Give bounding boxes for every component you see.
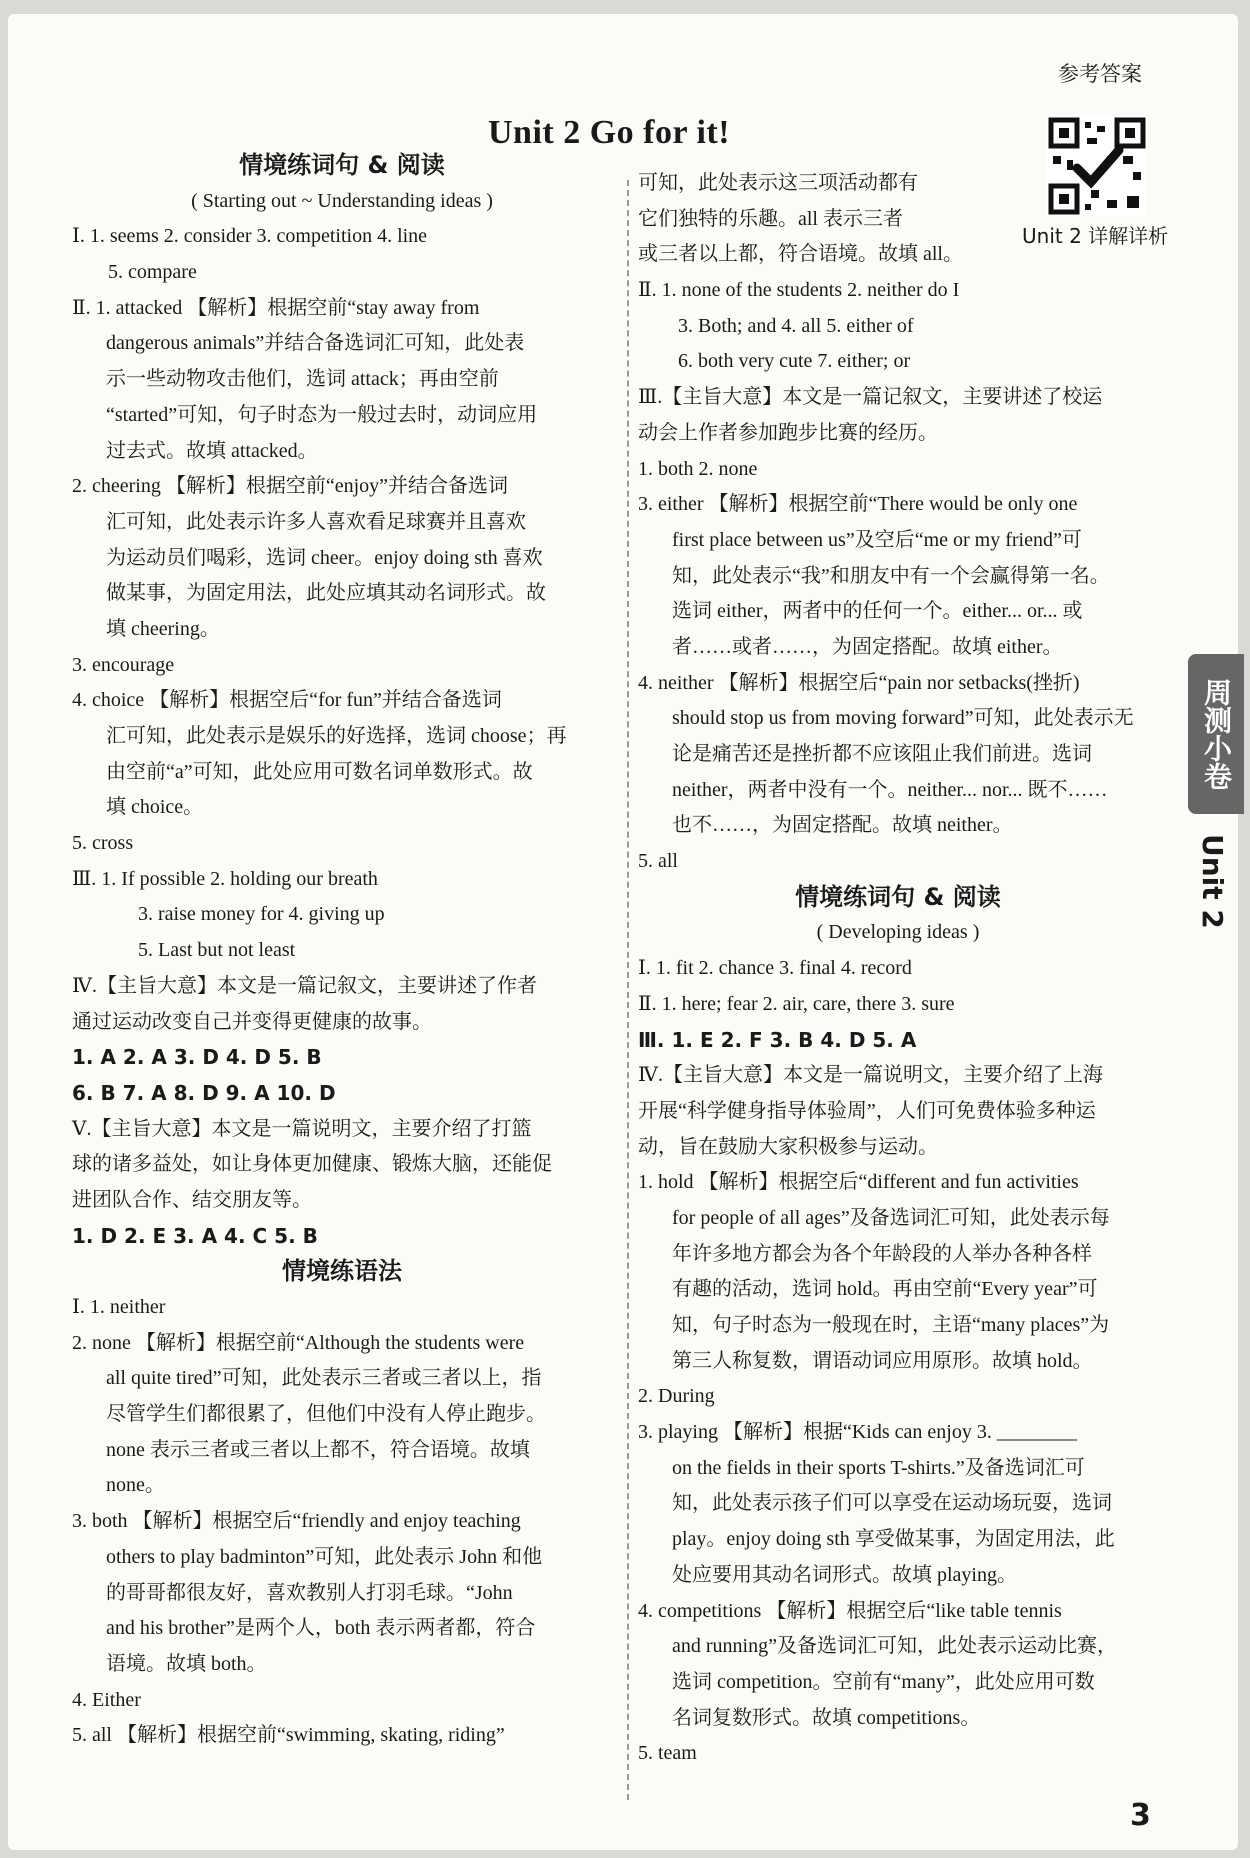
text-line: 知，句子时态为一般现在时，主语“many places”为 [672, 1314, 1110, 1336]
header-label: 参考答案 [1058, 62, 1142, 86]
text-line: 开展“科学健身指导体验周”，人们可免费体验多种运 [638, 1099, 1096, 1122]
text-line: 6. both very cute 7. either; or [678, 350, 911, 373]
text-line: 3. playing 【解析】根据“Kids can enjoy 3. ________ [638, 1421, 1077, 1444]
text-line: 者……或者……，为固定搭配。故填 either。 [672, 635, 1063, 658]
unit-title: Unit 2 Go for it! [488, 114, 731, 151]
text-line: Ⅰ. 1. neither [72, 1296, 166, 1318]
text-line: 过去式。故填 attacked。 [106, 439, 318, 462]
text-line: 3. encourage [72, 653, 175, 676]
text-line: 3. either 【解析】根据空前“There would be only one [638, 493, 1078, 516]
column-divider [627, 180, 629, 1800]
text-line: 1. both 2. none [638, 457, 758, 480]
text-line: Ⅲ. 1. If possible 2. holding our breath [72, 867, 378, 890]
text-line: 2. none 【解析】根据空前“Although the students were [72, 1331, 525, 1354]
text-line: Ⅱ. 1. attacked 【解析】根据空前“stay away from [72, 296, 480, 319]
text-line: 2. During [638, 1385, 715, 1408]
text-line: 4. choice 【解析】根据空后“for fun”并结合备选词 [72, 689, 502, 712]
side-tab: 周测小卷 [1188, 654, 1244, 814]
text-line: 它们独特的乐趣。all 表示三者 [638, 207, 903, 230]
section-subtitle: ( Developing ideas ) [816, 921, 980, 944]
text-line: 进团队合作、结交朋友等。 [72, 1188, 312, 1211]
text-line: 也不……，为固定搭配。故填 neither。 [672, 814, 1013, 837]
section-subtitle: ( Starting out ~ Understanding ideas ) [191, 189, 493, 212]
section-heading: 情境练词句 & 阅读 [795, 882, 1001, 911]
section-heading: 情境练语法 [282, 1257, 402, 1286]
text-line: 知，此处表示孩子们可以享受在运动场玩耍，选词 [672, 1492, 1112, 1515]
text-line: and his brother”是两个人，both 表示两者都，符合 [106, 1617, 536, 1640]
text-line: Ⅱ. 1. here; fear 2. air, care, there 3. sure [638, 992, 955, 1015]
text-line: for people of all ages”及备选词汇可知，此处表示每 [672, 1206, 1110, 1229]
text-line: 5. team [638, 1742, 697, 1765]
text-line: 4. Either [72, 1688, 141, 1711]
text-line: Ⅰ. 1. seems 2. consider 3. competition 4. line [72, 225, 428, 248]
text-line: others to play badminton”可知，此处表示 John 和他 [106, 1545, 543, 1568]
text-line: 知，此处表示“我”和朋友中有一个会赢得第一名。 [672, 564, 1110, 587]
section-heading: 情境练词句 & 阅读 [239, 151, 445, 179]
text-line: Ⅴ.【主旨大意】本文是一篇说明文，主要介绍了打篮 [72, 1117, 532, 1140]
text-line: none 表示三者或三者以上都不，符合语境。故填 [106, 1438, 530, 1461]
text-line: 语境。故填 both。 [106, 1652, 267, 1675]
text-line: “started”可知，句子时态为一般过去时，动词应用 [106, 403, 538, 426]
text-line: 尽管学生们都很累了，但他们中没有人停止跑步。 [106, 1403, 546, 1426]
text-line: 处应要用其动名词形式。故填 playing。 [672, 1563, 1017, 1586]
text-line: 球的诸多益处，如让身体更加健康、锻炼大脑，还能促 [72, 1153, 552, 1176]
text-line: 第三人称复数，谓语动词应用原形。故填 hold。 [672, 1349, 1093, 1372]
text-line: Ⅲ. 1. E 2. F 3. B 4. D 5. A [638, 1027, 917, 1052]
text-line: 6. B 7. A 8. D 9. A 10. D [72, 1080, 336, 1105]
text-line: 1. hold 【解析】根据空后“different and fun activities [638, 1171, 1079, 1194]
text-line: 3. both 【解析】根据空后“friendly and enjoy teaching [72, 1510, 521, 1533]
text-line: dangerous animals”并结合备选词汇可知，此处表 [106, 332, 525, 355]
text-line: 4. neither 【解析】根据空后“pain nor setbacks(挫折) [638, 671, 1080, 694]
text-line: Ⅰ. 1. fit 2. chance 3. final 4. record [638, 957, 912, 980]
text-line: neither，两者中没有一个。neither... nor... 既不…… [672, 778, 1108, 801]
text-line: 名词复数形式。故填 competitions。 [672, 1706, 981, 1729]
text-line: 动会上作者参加跑步比赛的经历。 [638, 421, 938, 444]
side-unit-label: Unit 2 [1196, 834, 1229, 929]
text-line: Ⅲ.【主旨大意】本文是一篇记叙文，主要讲述了校运 [638, 386, 1103, 409]
text-line: Ⅱ. 1. none of the students 2. neither do I [638, 279, 960, 302]
right-column [638, 166, 1158, 1772]
text-line: 选词 competition。空前有“many”，此处应用可数 [672, 1670, 1095, 1693]
text-line: 5. compare [108, 261, 197, 284]
text-line: on the fields in their sports T-shirts.”及备选词汇可 [672, 1456, 1085, 1479]
text-line: 为运动员们喝彩，选词 cheer。enjoy doing sth 喜欢 [106, 546, 543, 569]
text-line: 填 choice。 [106, 796, 204, 819]
text-line: 汇可知，此处表示许多人喜欢看足球赛并且喜欢 [106, 510, 526, 533]
text-line: 5. cross [72, 832, 134, 855]
text-line: play。enjoy doing sth 享受做某事，为固定用法，此 [672, 1528, 1115, 1551]
text-line: 示一些动物攻击他们，选词 attack；再由空前 [106, 368, 499, 391]
text-line: 4. competitions 【解析】根据空后“like table tennis [638, 1599, 1062, 1622]
text-line: 3. Both; and 4. all 5. either of [678, 314, 914, 337]
text-line: 3. raise money for 4. giving up [138, 903, 385, 926]
text-line: 年许多地方都会为各个年龄段的人举办各种各样 [672, 1242, 1092, 1265]
text-line: 论是痛苦还是挫折都不应该阻止我们前进。选词 [672, 743, 1092, 765]
text-line: 5. all [638, 850, 678, 873]
text-line: 由空前“a”可知，此处应用可数名词单数形式。故 [106, 760, 533, 783]
text-line: 选词 either，两者中的任何一个。either... or... 或 [672, 600, 1083, 623]
text-line: 1. D 2. E 3. A 4. C 5. B [72, 1223, 318, 1248]
text-line: 做某事，为固定用法，此处应填其动名词形式。故 [106, 582, 546, 605]
text-line: and running”及备选词汇可知，此处表示运动比赛， [672, 1635, 1117, 1658]
text-line: 的哥哥都很友好，喜欢教别人打羽毛球。“John [106, 1581, 513, 1604]
text-line: 通过运动改变自己并变得更健康的故事。 [72, 1010, 432, 1033]
text-line: 2. cheering 【解析】根据空前“enjoy”并结合备选词 [72, 475, 509, 498]
text-line: Ⅳ.【主旨大意】本文是一篇记叙文，主要讲述了作者 [72, 974, 537, 997]
text-line: none。 [106, 1474, 165, 1497]
text-line: 汇可知，此处表示是娱乐的好选择，选词 choose；再 [106, 725, 567, 747]
answer-page [8, 14, 1238, 1850]
qr-caption: Unit 2 详解详析 [1022, 224, 1169, 248]
text-line: 动，旨在鼓励大家积极参与运动。 [638, 1135, 938, 1158]
text-line: 5. Last but not least [138, 939, 296, 962]
text-line: all quite tired”可知，此处表示三者或三者以上，指 [106, 1367, 542, 1390]
text-line: 或三者以上都，符合语境。故填 all。 [638, 243, 963, 266]
text-line: 可知，此处表示这三项活动都有 [638, 172, 918, 194]
page-number: 3 [1130, 1798, 1151, 1833]
text-line: 填 cheering。 [106, 617, 220, 640]
text-line: should stop us from moving forward”可知，此处表示无 [672, 707, 1134, 730]
left-column [72, 148, 612, 1754]
text-line: Ⅳ.【主旨大意】本文是一篇说明文，主要介绍了上海 [638, 1064, 1103, 1087]
text-line: 5. all 【解析】根据空前“swimming, skating, riding” [72, 1724, 505, 1747]
text-line: 有趣的活动，选词 hold。再由空前“Every year”可 [672, 1278, 1098, 1301]
text-line: 1. A 2. A 3. D 4. D 5. B [72, 1045, 322, 1070]
text-line: first place between us”及空后“me or my friend”可 [672, 528, 1082, 551]
